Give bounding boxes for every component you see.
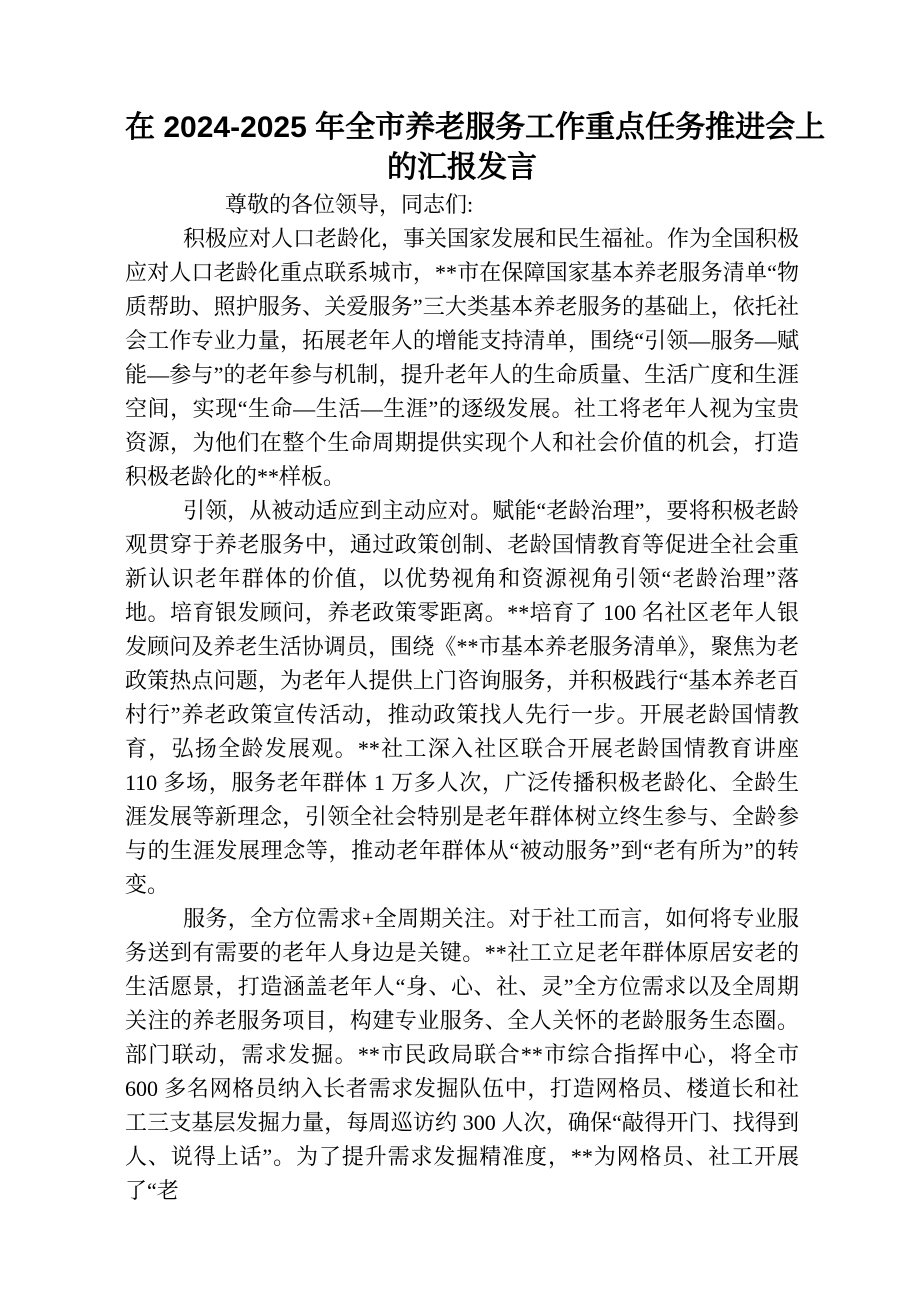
document-title-line-2: 的汇报发言	[387, 151, 537, 184]
document-title-line-1: 在 2024-2025 年全市养老服务工作重点任务推进会上	[125, 111, 826, 144]
paragraph-2: 引领，从被动适应到主动应对。赋能“老龄治理”，要将积极老龄观贯穿于养老服务中，通过政策创制、老龄国情教育等促进全社会重新认识老年群体的价值，以优势视角和资源视角引领“老龄治理”落地。培育银发顾问，养老政策零距离。**培育了 100 名社区老年人银发顾问及养老生活协调员，围绕《**市基本养老服务清单》，聚焦为老政策热点问题，为老年人提供上门咨询服务，并积极践行“基本养老百村行”养老政策宣传活动，推动政策找人先行一步。开展老龄国情教育，弘扬全龄发展观。**社工深入社区联合开展老龄国情教育讲座 110 多场，服务老年群体 1 万多人次，广泛传播积极老龄化、全龄生涯发展等新理念，引领全社会特别是老年群体树立终生参与、全龄参与的生涯发展理念等，推动老年群体从“被动服务”到“老有所为”的转变。	[125, 498, 799, 897]
document-content	[125, 108, 826, 1208]
greeting-line: 尊敬的各位领导，同志们:	[225, 192, 474, 217]
paragraph-1: 积极应对人口老龄化，事关国家发展和民生福祉。作为全国积极应对人口老龄化重点联系城市，**市在保障国家基本养老服务清单“物质帮助、照护服务、关爱服务”三大类基本养老服务的基础上，依托社会工作专业力量，拓展老年人的增能支持清单，围绕“引领—服务—赋能—参与”的老年参与机制，提升老年人的生命质量、生活广度和生涯空间，实现“生命—生活—生涯”的逐级发展。社工将老年人视为宝贵资源，为他们在整个生命周期提供实现个人和社会价值的机会，打造积极老龄化的**样板。	[125, 226, 800, 489]
document-title	[125, 108, 826, 188]
paragraph-3: 服务，全方位需求+全周期关注。对于社工而言，如何将专业服务送到有需要的老年人身边是关键。**社工立足老年群体原居安老的生活愿景，打造涵盖老年人“身、心、社、灵”全方位需求以及全周期关注的养老服务项目，构建专业服务、全人关怀的老龄服务生态圈。部门联动，需求发掘。**市民政局联合**市综合指挥中心，将全市 600 多名网格员纳入长者需求发掘队伍中，打造网格员、楼道长和社工三支基层发掘力量，每周巡访约 300 人次，确保“敲得开门、找得到人、说得上话”。为了提升需求发掘精准度，**为网格员、社工开展了“老	[125, 906, 799, 1203]
